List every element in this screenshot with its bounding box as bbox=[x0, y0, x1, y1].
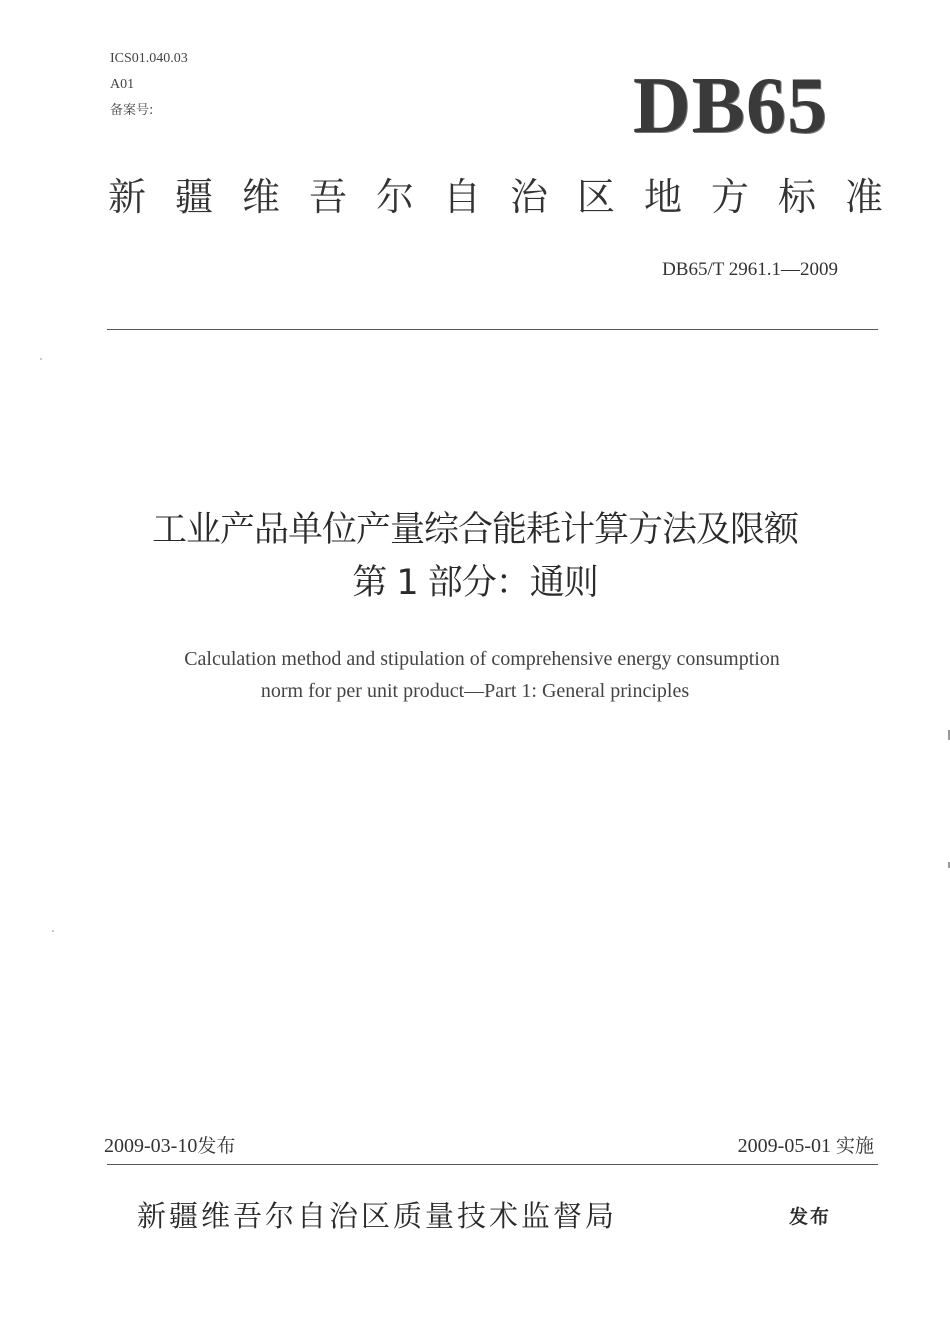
title-cn-line1: 工业产品单位产量综合能耗计算方法及限额 bbox=[151, 510, 798, 550]
ics-code: ICS01.040.03 bbox=[110, 51, 188, 66]
implementation-date-value: 2009-05-01 bbox=[737, 1135, 831, 1157]
title-en-line1: Calculation method and stipulation of comprehensive energy consumption bbox=[184, 648, 780, 670]
record-number-label: 备案号: bbox=[110, 103, 154, 118]
issue-date bbox=[104, 1136, 235, 1156]
classification-code: A01 bbox=[110, 77, 135, 92]
implementation-date-label: 实施 bbox=[835, 1135, 874, 1157]
publisher-suffix: 发布 bbox=[789, 1206, 832, 1228]
standard-type-heading: 新疆维吾尔自治区地方标准 bbox=[108, 175, 913, 219]
implementation-date bbox=[738, 1136, 874, 1156]
publisher-name: 新疆维吾尔自治区质量技术监督局 bbox=[137, 1199, 618, 1233]
issue-date-label: 发布 bbox=[197, 1135, 236, 1157]
scan-speck bbox=[40, 358, 42, 360]
scan-speck bbox=[52, 930, 54, 932]
issue-date-value: 2009-03-10 bbox=[104, 1135, 198, 1157]
bottom-divider bbox=[107, 1164, 878, 1165]
standard-number: DB65/T 2961.1—2009 bbox=[662, 259, 838, 280]
title-cn-line2: 第 1 部分：通则 bbox=[352, 563, 598, 603]
db-code-logo: DB65 bbox=[632, 62, 828, 150]
title-en-line2: norm for per unit product—Part 1: General principles bbox=[260, 680, 690, 702]
top-divider bbox=[107, 329, 878, 330]
